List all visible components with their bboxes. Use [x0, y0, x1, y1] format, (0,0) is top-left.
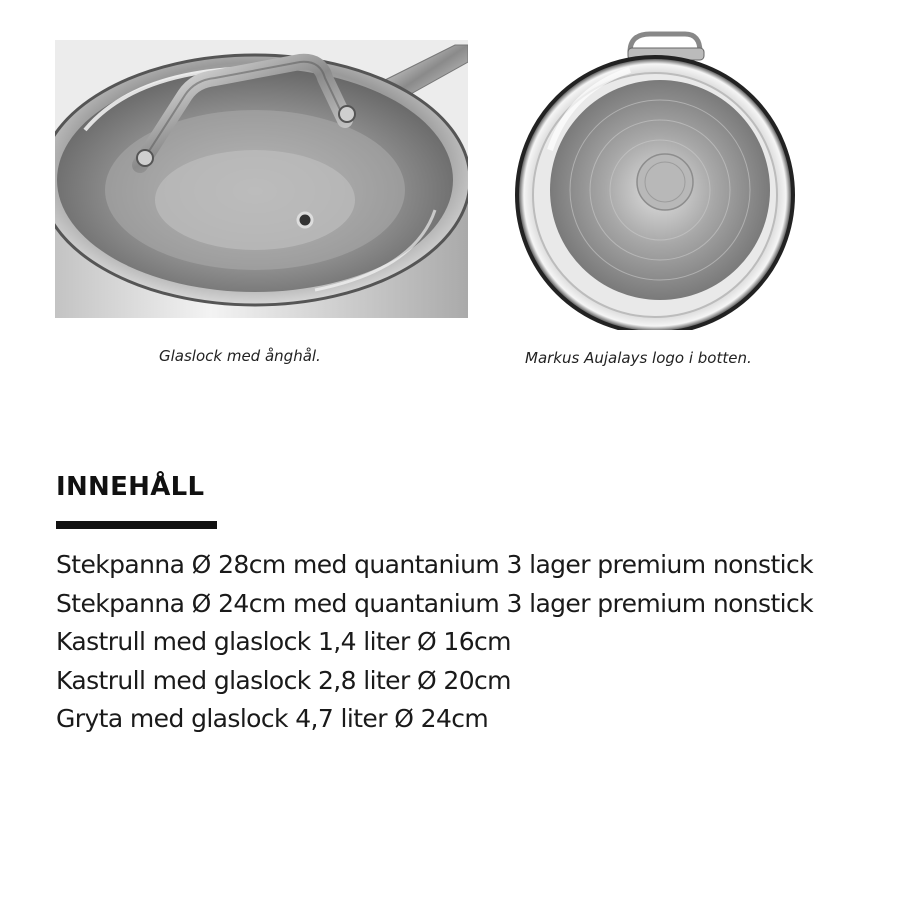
caption-pot: Glaslock med ånghål.: [159, 347, 321, 365]
photo-pan-bottom: [510, 30, 810, 330]
list-item: Kastrull med glaslock 1,4 liter Ø 16cm: [56, 627, 511, 656]
list-item: Gryta med glaslock 4,7 liter Ø 24cm: [56, 704, 489, 733]
heading-underline: [56, 521, 217, 529]
caption-pan: Markus Aujalays logo i botten.: [525, 349, 752, 367]
contents-list: [56, 546, 813, 739]
pot-illustration: [55, 40, 468, 318]
photo-pot-with-glass-lid: [55, 40, 468, 318]
pan-bottom-illustration: [510, 30, 810, 330]
list-item: Kastrull med glaslock 2,8 liter Ø 20cm: [56, 665, 511, 695]
section-heading: INNEHÅLL: [56, 472, 205, 502]
list-item: Stekpanna Ø 28cm med quantanium 3 lager premium nonstick: [56, 550, 814, 579]
list-item: Stekpanna Ø 24cm med quantanium 3 lager premium nonstick: [56, 588, 814, 618]
